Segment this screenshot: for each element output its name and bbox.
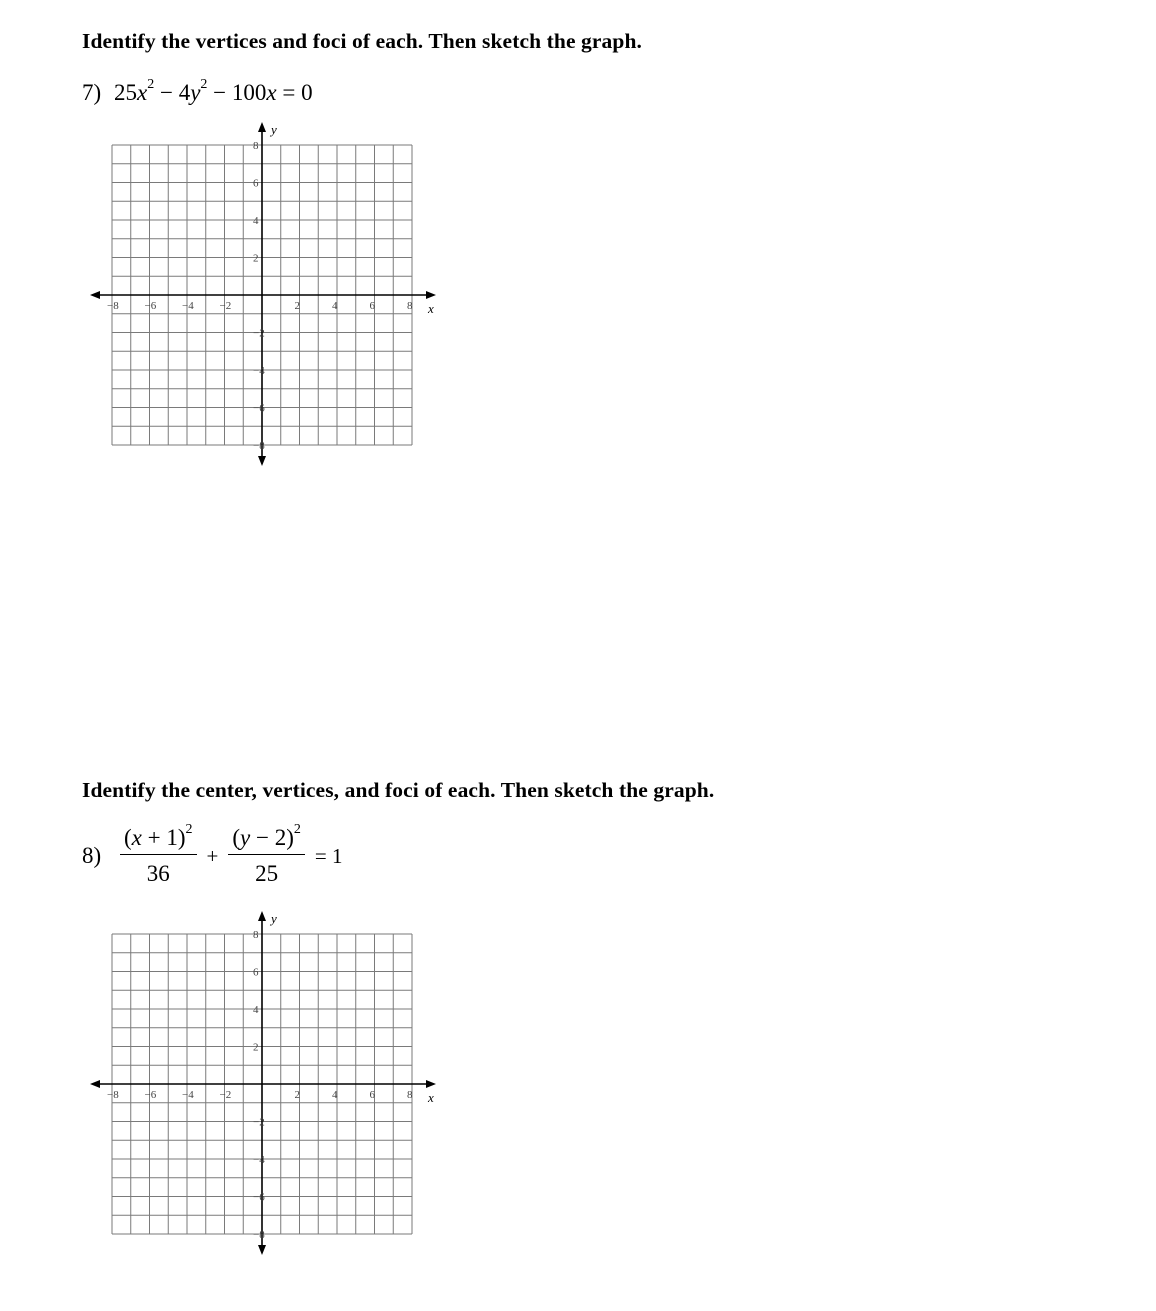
y-tick-label: 6 [253,966,259,979]
y-tick-label: 8 [253,929,259,941]
x-axis-arrow-right [426,1080,436,1088]
problem-7-exp-2: 2 [200,77,208,93]
fraction-1-exp: 2 [185,822,193,838]
problem-7-var-x: x [137,80,148,105]
coordinate-grid-8[interactable] [86,909,440,1257]
x-tick-label: 6 [369,1089,375,1101]
x-tick-label: 6 [369,300,375,312]
problem-7 [82,77,313,106]
instruction-heading-2: Identify the center, vertices, and foci of each. Then sketch the graph. [82,778,715,802]
x-tick-label: −8 [107,1089,119,1101]
x-tick-label: 8 [407,300,413,312]
problem-7-exp-1: 2 [147,77,155,93]
y-tick-label: −6 [253,1191,265,1204]
fraction-2-open-paren: ( [232,825,241,850]
fraction-1-rest: + 1) [141,825,186,850]
problem-7-var-y: y [190,80,201,105]
problem-7-number: 7) [82,80,102,105]
problem-7-equals: = 0 [276,80,313,105]
y-tick-label: −8 [253,440,265,452]
y-axis-arrow-up [258,911,266,921]
instruction-heading-1: Identify the vertices and foci of each. Then sketch the graph. [82,29,642,53]
fraction-2-exp: 2 [293,822,301,838]
problem-7-var-x2: x [266,80,277,105]
grid-svg [86,909,440,1257]
y-tick-label: 4 [253,215,259,227]
fraction-1-denominator: 36 [146,861,170,886]
grid-svg [86,120,440,468]
problem-8 [82,822,347,887]
y-tick-label: −2 [253,1116,265,1129]
coordinate-grid-7[interactable] [86,120,440,468]
x-axis-arrow-left [90,291,100,299]
fraction-2 [228,822,305,887]
fraction-1-open-paren: ( [124,825,132,850]
y-axis-label: y [271,911,277,926]
y-tick-label: 2 [253,252,259,265]
y-tick-label: −4 [253,365,265,377]
y-tick-label: 2 [253,1041,259,1054]
y-tick-label: 6 [253,177,259,190]
problem-8-number: 8) [82,843,102,868]
y-axis-label: y [271,122,277,137]
x-tick-label: −8 [107,300,119,312]
x-tick-label: 2 [294,1089,300,1101]
x-tick-label: 2 [294,300,300,312]
fraction-2-denominator: 25 [255,861,279,886]
fraction-1 [120,822,197,887]
x-tick-label: −2 [219,1089,232,1101]
x-tick-label: 4 [332,1089,338,1101]
fraction-2-rest: − 2) [250,825,294,850]
fraction-2-var: y [240,825,251,850]
plus-sign: + [206,843,219,868]
y-tick-label: −2 [253,327,265,340]
problem-7-term-3: − 100 [207,80,267,105]
y-axis-arrow-down [258,456,266,466]
problem-7-coef: 25 [114,80,137,105]
y-tick-label: −6 [253,402,265,415]
x-axis-arrow-left [90,1080,100,1088]
x-tick-label: −4 [182,300,194,312]
x-axis-label: x [428,301,434,316]
x-axis-label: x [428,1090,434,1105]
problem-8-equals: = 1 [314,843,343,868]
x-tick-label: −6 [144,300,157,312]
problem-7-term-2: − 4 [154,80,191,105]
x-tick-label: 8 [407,1089,413,1101]
y-tick-label: −8 [253,1229,265,1241]
y-tick-label: 4 [253,1004,259,1016]
x-tick-label: −6 [144,1089,157,1101]
x-tick-label: −2 [219,300,232,312]
y-axis-arrow-up [258,122,266,132]
x-tick-label: 4 [332,300,338,312]
x-tick-label: −4 [182,1089,194,1101]
fraction-1-var: x [131,825,142,850]
y-tick-label: −4 [253,1154,265,1166]
x-axis-arrow-right [426,291,436,299]
y-tick-label: 8 [253,140,259,152]
fraction-2-numerator [228,822,305,854]
fraction-1-numerator [120,822,197,854]
y-axis-arrow-down [258,1245,266,1255]
